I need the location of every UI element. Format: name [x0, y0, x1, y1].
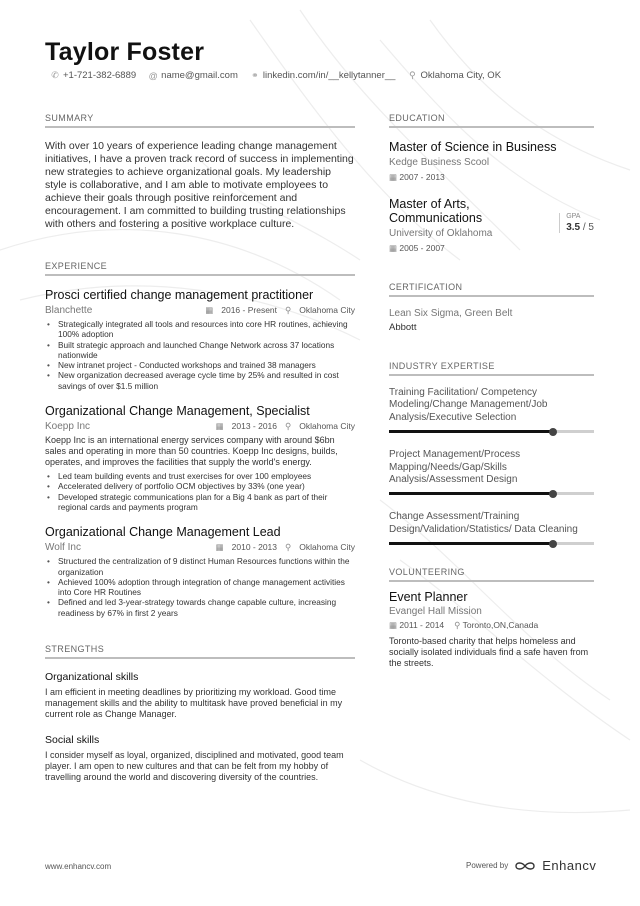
expertise-item: [389, 511, 594, 545]
summary-section-title: SUMMARY: [45, 113, 355, 128]
expertise-item: [389, 449, 594, 495]
bullet-item: • New organization decreased average cycle time by 25% and resulted in cost savings of over $1.5 million: [45, 370, 355, 391]
volunteering-dates: 2011 - 2014: [399, 620, 445, 631]
location-pin-icon: ⚲: [285, 542, 292, 553]
expertise-level-knob: [549, 428, 557, 436]
footer-brand-name[interactable]: Enhancv: [542, 858, 597, 873]
experience-meta: [45, 542, 355, 553]
calendar-icon: ▦: [205, 305, 214, 315]
expertise-item: [389, 387, 594, 433]
experience-section-title: EXPERIENCE: [45, 261, 355, 276]
calendar-icon: ▦: [389, 620, 398, 631]
education-school: Kedge Business Scool: [389, 157, 490, 168]
expertise-name: Change Assessment/Training Design/Validation/Statistics/ Data Cleaning: [389, 511, 578, 535]
bullet-item: • Strategically integrated all tools and resources into core HR routines, achieving 100% adoption: [45, 319, 355, 340]
location-text: Oklahoma City, OK: [420, 70, 502, 81]
experience-item: [45, 525, 355, 618]
enhancv-logo-icon: [514, 860, 536, 872]
bullet-item: • Structured the centralization of 9 distinct Human Resources functions within the organization: [45, 556, 355, 577]
powered-by-text: Powered by: [466, 861, 509, 870]
summary-text: With over 10 years of experience leading change management initiatives, I have a proven track record of success in implementing new strategies to achieve organizational goals. My leadership style is collaborative, and I am able to motivate employees to achieve their goals through positive reinforcement and encouragement. I am committed to building trusting relationships with others and fostering a positive workplace culture.: [45, 140, 354, 230]
experience-meta: [45, 421, 355, 432]
contact-linkedin[interactable]: [250, 70, 396, 81]
expertise-level-bar: [389, 430, 594, 433]
expertise-section-title: INDUSTRY EXPERTISE: [389, 361, 594, 376]
location-pin-icon: ⚲: [454, 620, 461, 631]
experience-location: Oklahoma City: [299, 421, 355, 432]
gpa-value: [566, 222, 594, 233]
expertise-name: Project Management/Process Mapping/Needs/Gap/Skills Analysis/Assessment Design: [389, 449, 521, 486]
footer-website[interactable]: www.enhancv.com: [45, 862, 112, 871]
education-degree: Master of Science in Business: [389, 140, 557, 154]
contact-phone[interactable]: [50, 70, 136, 81]
volunteering-org: Evangel Hall Mission: [389, 606, 482, 618]
education-item: [389, 140, 594, 183]
experience-role: Organizational Change Management Lead: [45, 525, 281, 540]
experience-company: Koepp Inc: [45, 421, 91, 433]
expertise-level-knob: [549, 490, 557, 498]
at-icon: @: [148, 70, 158, 81]
bullet-item: • Led team building events and trust exercises for over 100 employees: [45, 471, 355, 481]
location-pin-icon: ⚲: [285, 305, 292, 315]
calendar-icon: ▦: [215, 421, 224, 432]
linkedin-text: linkedin.com/in/__kellytanner__: [262, 70, 396, 81]
experience-dates: 2010 - 2013: [231, 542, 278, 553]
experience-dates: 2013 - 2016: [231, 421, 278, 432]
experience-item: [45, 288, 355, 391]
calendar-icon: ▦: [389, 243, 398, 253]
bullet-item: • Developed strategic communications plan for a Big 4 bank as part of their regional cards and payments program: [45, 492, 355, 513]
footer-brand-block: [466, 858, 596, 873]
strength-name: Social skills: [45, 734, 100, 747]
bullet-item: • Built strategic approach and launched Change Network across 37 locations nationwide: [45, 340, 355, 361]
expertise-level-fill: [389, 430, 553, 433]
calendar-icon: ▦: [389, 172, 398, 182]
contact-email[interactable]: [148, 70, 238, 81]
experience-meta: [45, 305, 355, 316]
expertise-level-knob: [549, 540, 557, 548]
gpa-score: 3.5: [566, 222, 581, 233]
education-item: [389, 197, 594, 254]
volunteering-role: Event Planner: [389, 590, 468, 605]
experience-company: Wolf Inc: [45, 542, 81, 554]
education-dates: 2007 - 2013: [399, 172, 445, 182]
education-dates: 2005 - 2007: [399, 243, 445, 253]
gpa-box: [559, 213, 594, 233]
strengths-section-title: STRENGTHS: [45, 644, 355, 659]
gpa-max: / 5: [582, 222, 594, 233]
phone-text: +1-721-382-6889: [63, 70, 137, 81]
expertise-name: Training Facilitation/ Competency Modeling/Change Management/Job Analysis/Executive Selection: [389, 387, 548, 423]
expertise-level-bar: [389, 542, 594, 545]
education-degree: Master of Arts, Communications: [389, 197, 483, 225]
calendar-icon: ▦: [215, 542, 224, 553]
experience-bullets: [45, 471, 355, 512]
experience-bullets: [45, 556, 355, 618]
location-pin-icon: ⚲: [285, 421, 292, 432]
right-column: [389, 113, 594, 669]
expertise-level-bar: [389, 492, 594, 495]
candidate-name: Taylor Foster: [45, 38, 205, 66]
experience-role: Prosci certified change management practitioner: [45, 288, 314, 302]
expertise-level-fill: [389, 492, 553, 495]
experience-item: [45, 404, 355, 512]
phone-icon: ✆: [51, 70, 59, 80]
bullet-item: • New intranet project - Conducted workshops and trained 38 managers: [45, 360, 355, 370]
expertise-level-fill: [389, 542, 553, 545]
experience-description: Koepp Inc is an international energy services company with around $6bn sales and operating in more than 50 countries. Koepp Inc designs, builds, operates, and improves the facilities that supply the world's energy.: [45, 435, 338, 468]
strength-description: I consider myself as loyal, organized, disciplined and motivated, good team player. I am open to new cultures and that can be felt from my hobby of travelling around the world and discovering diversity of the countries.: [45, 750, 344, 783]
contact-row: [50, 70, 501, 81]
experience-location: Oklahoma City: [299, 305, 355, 315]
link-icon: ⚭: [251, 70, 259, 80]
bullet-item: • Defined and led 3-year-strategy towards change capable culture, increasing readiness by 67% in first 2 years: [45, 597, 355, 618]
strength-description: I am efficient in meeting deadlines by prioritizing my workload. Good time management skills and the ability to multitask have proved beneficial in my current role as Change Manager.: [45, 687, 343, 720]
expertise-list: [389, 387, 594, 545]
education-school: University of Oklahoma: [389, 228, 493, 239]
strength-name: Organizational skills: [45, 671, 139, 684]
volunteering-meta: [389, 620, 594, 631]
volunteering-description: Toronto-based charity that helps homeless and socially isolated individuals find a safe haven from the streets.: [389, 636, 589, 669]
experience-company: Blanchette: [45, 305, 93, 316]
experience-location: Oklahoma City: [299, 542, 355, 553]
contact-location: [407, 70, 501, 81]
education-section-title: EDUCATION: [389, 113, 594, 128]
bullet-item: • Achieved 100% adoption through integration of change management activities into Core HR Routines: [45, 577, 355, 598]
location-pin-icon: ⚲: [409, 70, 416, 80]
certification-issuer: Abbott: [389, 322, 417, 333]
experience-role: Organizational Change Management, Specialist: [45, 404, 310, 419]
volunteering-section-title: VOLUNTEERING: [389, 567, 594, 582]
bullet-item: • Accelerated delivery of portfolio OCM objectives by 33% (one year): [45, 481, 355, 491]
gpa-label: GPA: [566, 213, 581, 220]
volunteering-location: Toronto,ON,Canada: [462, 620, 539, 631]
experience-dates: 2016 - Present: [221, 305, 278, 315]
certification-section-title: CERTIFICATION: [389, 282, 594, 297]
certification-name: Lean Six Sigma, Green Belt: [389, 308, 513, 319]
email-text: name@gmail.com: [161, 70, 238, 81]
left-column: [45, 113, 355, 783]
experience-bullets: [45, 319, 355, 391]
